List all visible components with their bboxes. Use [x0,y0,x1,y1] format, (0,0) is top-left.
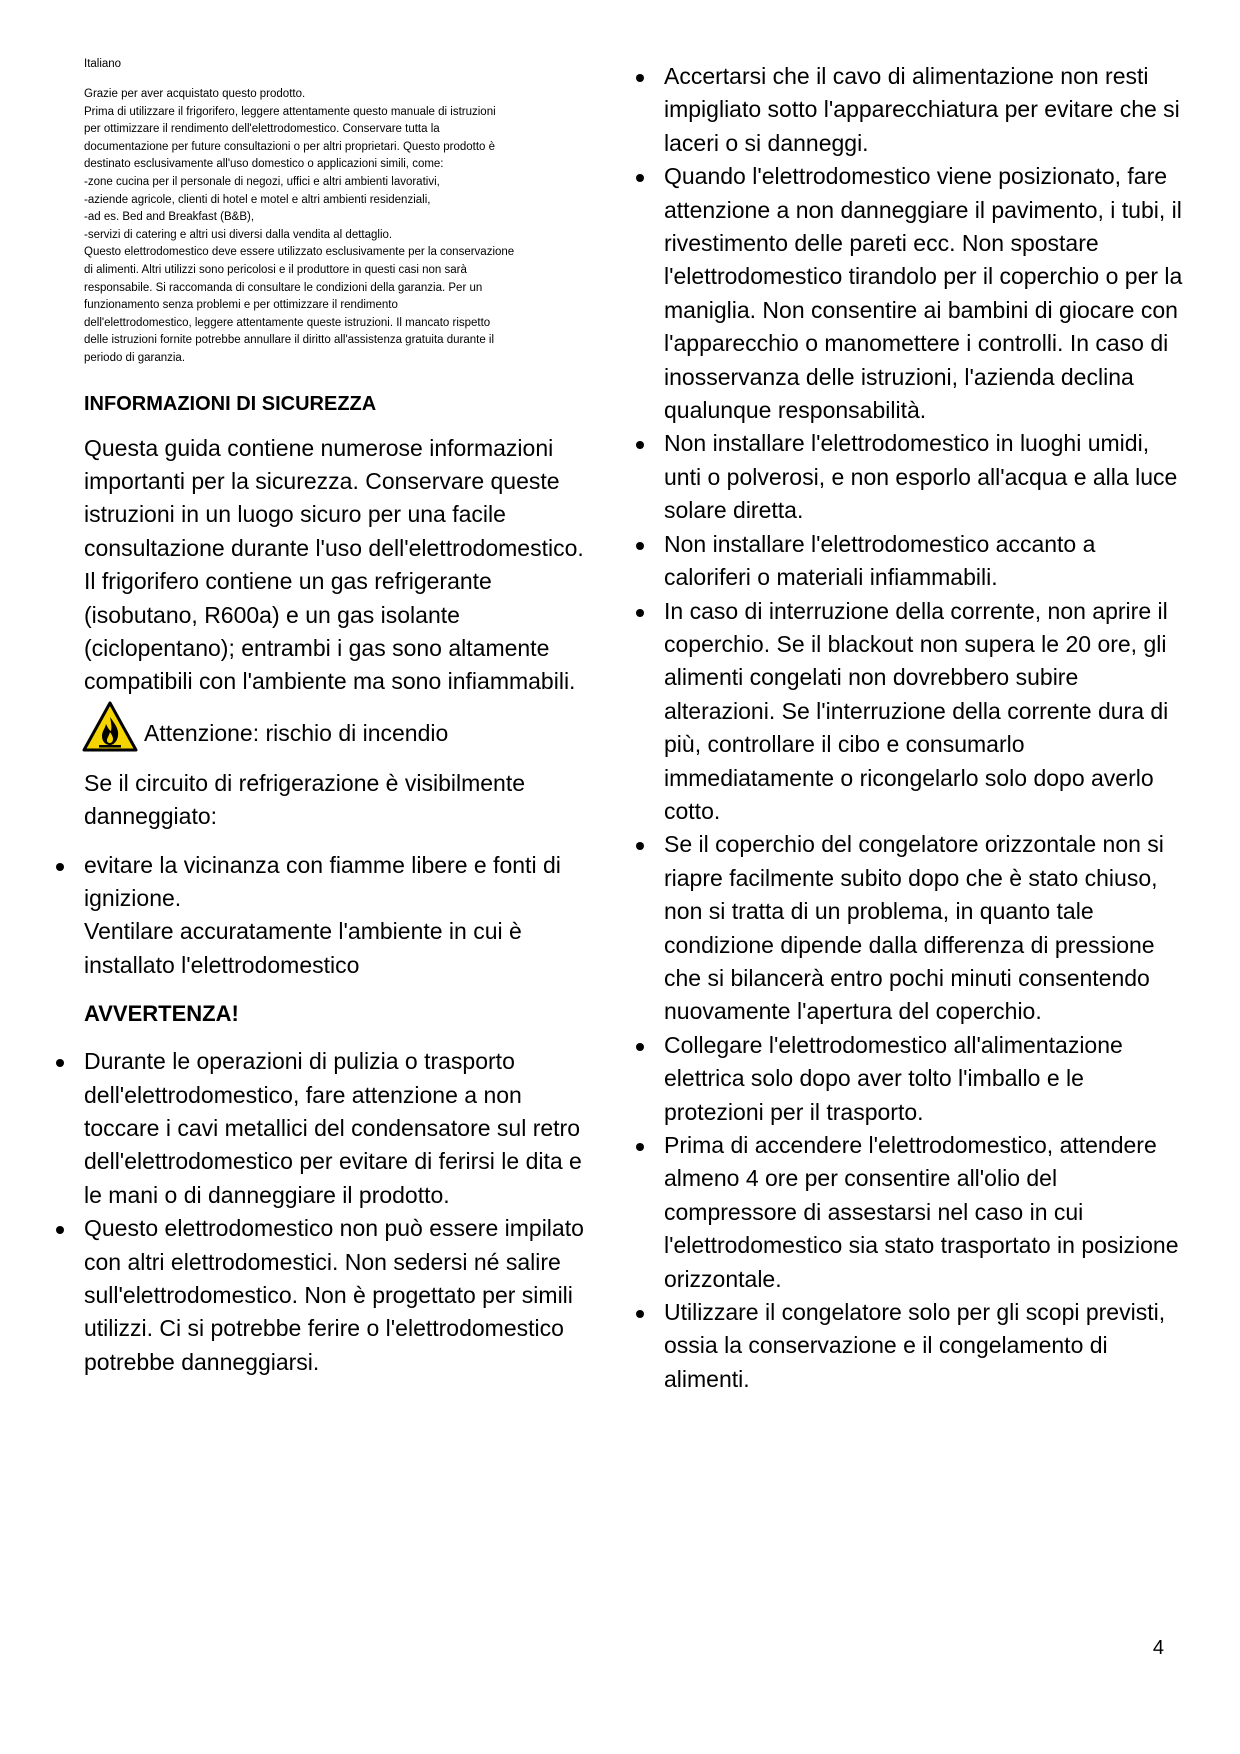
fire-warning-text: Attenzione: rischio di incendio [144,720,449,747]
list-item: Prima di accendere l'elettrodomestico, attendere almeno 4 ore per consentire all'olio del compressore di assestarsi nel caso in cui l'elettrodomestico sia stato trasportato in posizione orizzontale. [664,1129,1184,1296]
flammable-warning-icon [82,701,138,753]
safety-guide-text: Questa guida contiene numerose informazioni importanti per la sicurezza. Conservare queste istruzioni in un luogo sicuro per una facile consultazione durante l'uso dell'elettrodomestico. [84,434,584,561]
damaged-circuit-list [84,849,584,916]
list-item: evitare la vicinanza con fiamme libere e fonti di ignizione. [84,849,584,916]
intro-text [84,86,584,368]
list-item: Questo elettrodomestico non può essere impilato con altri elettrodomestici. Non sedersi né salire sull'elettrodomestico. Non è progettato per simili utilizzi. Ci si potrebbe ferire o l'elettrodomestico potrebbe danneggiarsi. [84,1212,584,1379]
refrigerant-text: Il frigorifero contiene un gas refrigerante (isobutano, R600a) e un gas isolante (ciclopentano); entrambi i gas sono altamente compatibili con l'ambiente ma sono infiammabili. [84,568,576,695]
intro-line: responsabile. Si raccomanda di consultare le condizioni della garanzia. Per un [84,281,483,294]
intro-line: funzionamento senza problemi e per ottimizzare il rendimento [84,299,398,312]
list-item: Non installare l'elettrodomestico in luoghi umidi, unti o polverosi, e non esporlo all'acqua e alla luce solare diretta. [664,427,1184,527]
list-item: Se il coperchio del congelatore orizzontale non si riapre facilmente subito dopo che è stato chiuso, non si tratta di un problema, in quanto tale condizione dipende dalla differenza di pressione che si bilancerà entro pochi minuti consentendo nuovamente l'apertura del coperchio. [664,828,1184,1028]
warning-heading: AVVERTENZA! [84,1001,239,1027]
safety-list [664,60,1184,1396]
intro-line: -ad es. Bed and Breakfast (B&B), [84,211,255,224]
intro-line: -zone cucina per il personale di negozi, uffici e altri ambienti lavorativi, [84,175,440,188]
intro-line: dell'elettrodomestico, leggere attentamente queste istruzioni. Il mancato rispetto [84,316,491,329]
intro-line: -servizi di catering e altri usi diversi dalla vendita al dettaglio. [84,228,393,241]
left-column [84,56,584,1379]
fire-warning [84,701,584,753]
safety-body [84,432,584,699]
list-item: Accertarsi che il cavo di alimentazione non resti impigliato sotto l'apparecchiatura per evitare che si laceri o si danneggi. [664,60,1184,160]
intro-line: destinato esclusivamente all'uso domestico o applicazioni simili, come: [84,158,444,171]
list-item: Utilizzare il congelatore solo per gli scopi previsti, ossia la conservazione e il congelamento di alimenti. [664,1296,1184,1396]
intro-line: Questo elettrodomestico deve essere utilizzato esclusivamente per la conservazione [84,246,515,259]
intro-line: delle istruzioni fornite potrebbe annullare il diritto all'assistenza gratuita durante il [84,334,495,347]
ventilate-text: Ventilare accuratamente l'ambiente in cui è installato l'elettrodomestico [84,918,522,978]
list-item: Durante le operazioni di pulizia o trasporto dell'elettrodomestico, fare attenzione a non toccare i cavi metallici del condensatore sul retro dell'elettrodomestico per evitare di ferirsi le dita e le mani o di danneggiare il prodotto. [84,1045,584,1212]
right-column [664,60,1184,1396]
intro-line: Grazie per aver acquistato questo prodotto. [84,88,306,100]
list-item: In caso di interruzione della corrente, non aprire il coperchio. Se il blackout non supera le 20 ore, gli alimenti congelati non dovrebbero subire alterazioni. Se l'interruzione della corrente dura di più, controllare il cibo e consumarlo immediatamente o ricongelarlo solo dopo averlo cotto. [664,595,1184,829]
intro-line: -aziende agricole, clienti di hotel e motel e altri ambienti residenziali, [84,193,431,206]
warning-list [84,1045,584,1379]
intro-line: Prima di utilizzare il frigorifero, leggere attentamente questo manuale di istruzioni [84,105,496,118]
intro-line: documentazione per future consultazioni o per altri proprietari. Questo prodotto è [84,140,496,153]
language-label: Italiano [84,58,122,70]
circuit-damaged-text: Se il circuito di refrigerazione è visibilmente danneggiato: [84,769,526,830]
safety-heading: INFORMAZIONI DI SICUREZZA [84,392,377,415]
page-number: 4 [1152,1637,1164,1659]
intro-line: per ottimizzare il rendimento dell'elettrodomestico. Conservare tutta la [84,123,440,136]
list-item: Collegare l'elettrodomestico all'alimentazione elettrica solo dopo aver tolto l'imballo e le protezioni per il trasporto. [664,1029,1184,1129]
intro-line: periodo di garanzia. [84,351,186,364]
intro-line: di alimenti. Altri utilizzi sono pericolosi e il produttore in questi casi non sarà [84,263,467,276]
list-item: Quando l'elettrodomestico viene posizionato, fare attenzione a non danneggiare il pavimento, i tubi, il rivestimento delle pareti ecc. Non spostare l'elettrodomestico tirandolo per il coperchio o per la maniglia. Non consentire ai bambini di giocare con l'apparecchio o manomettere i controlli. In caso di inosservanza delle istruzioni, l'azienda declina qualunque responsabilità. [664,160,1184,427]
list-item: Non installare l'elettrodomestico accanto a caloriferi o materiali infiammabili. [664,528,1184,595]
